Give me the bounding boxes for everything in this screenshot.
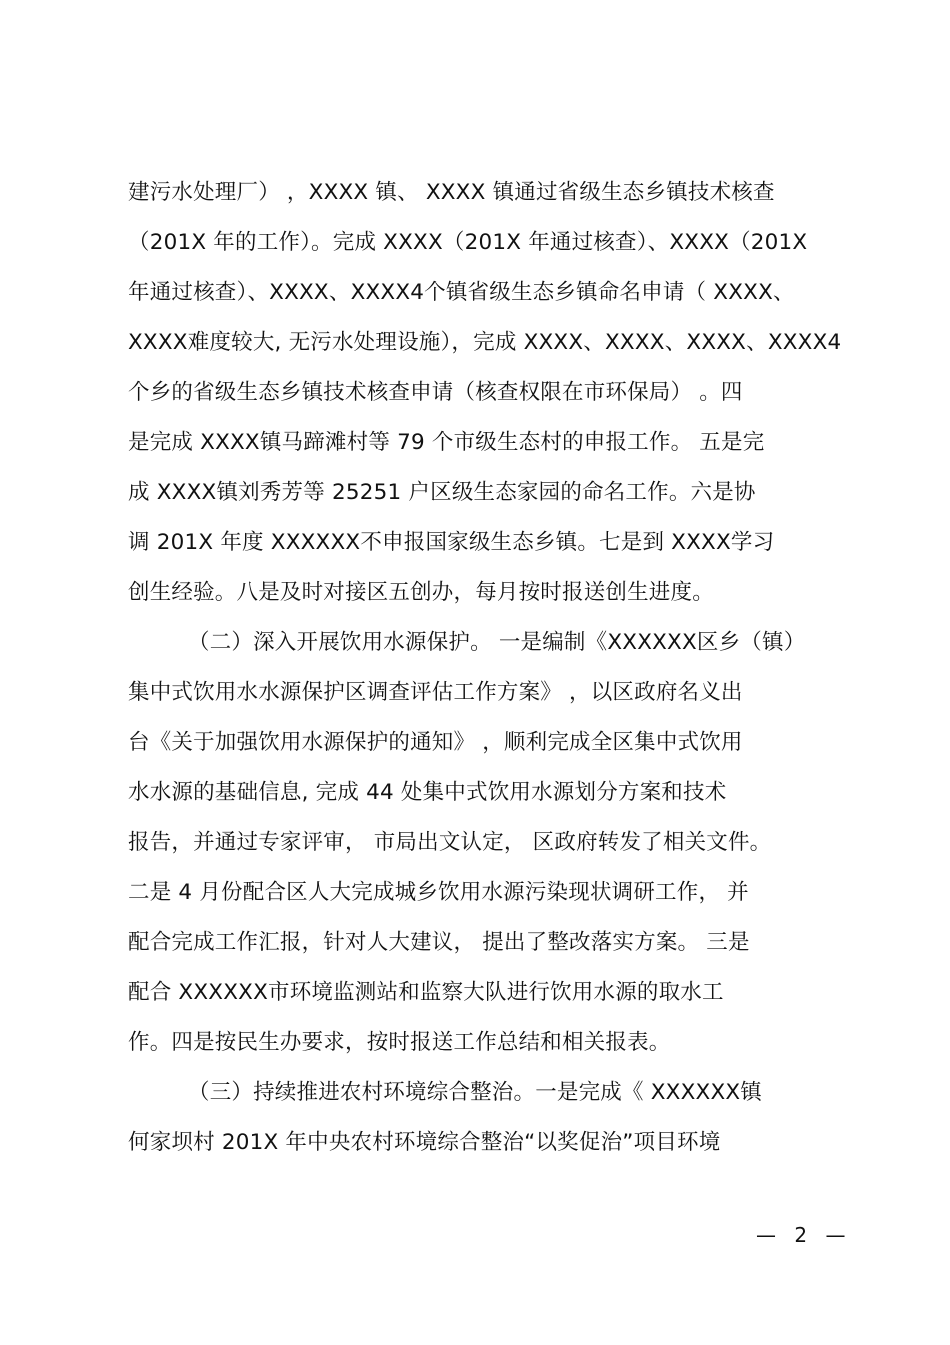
text-line: 个乡的省级生态乡镇技术核查申请（核查权限在市环保局） 。四 [128, 380, 743, 405]
text-line: 建污水处理厂） ，XXXX 镇、 XXXX 镇通过省级生态乡镇技术核查 [128, 180, 775, 205]
text-line: 配合完成工作汇报，针对人大建议， 提出了整改落实方案。 三是 [128, 930, 750, 955]
text-line: 台《关于加强饮用水源保护的通知》 ，顺利完成全区集中式饮用 [128, 730, 743, 755]
text-line: 配合 XXXXXX市环境监测站和监察大队进行饮用水源的取水工 [128, 980, 724, 1005]
text-line: 水水源的基础信息, 完成 44 处集中式饮用水源划分方案和技术 [128, 780, 727, 805]
text-line: 作。四是按民生办要求，按时报送工作总结和相关报表。 [128, 1030, 671, 1055]
section-heading-line: （三）持续推进农村环境综合整治。一是完成《 XXXXXX镇 [188, 1080, 763, 1105]
text-line: 创生经验。八是及时对接区五创办，每月按时报送创生进度。 [128, 580, 714, 605]
text-line: 成 XXXX镇刘秀芳等 25251 户区级生态家园的命名工作。六是协 [128, 480, 756, 505]
text-line: 调 201X 年度 XXXXXX不申报国家级生态乡镇。七是到 XXXX学习 [128, 530, 775, 555]
text-line: 何家坝村 201X 年中央农村环境综合整治“以奖促治”项目环境 [128, 1130, 721, 1155]
text-line: 二是 4 月份配合区人大完成城乡饮用水源污染现状调研工作， 并 [128, 880, 749, 905]
text-line: 年通过核查）、XXXX、XXXX4个镇省级生态乡镇命名申请（ XXXX、 [128, 280, 795, 305]
section-heading-line: （二）深入开展饮用水源保护。 一是编制《XXXXXX区乡（镇） [188, 630, 806, 655]
text-line: （201X 年的工作）。完成 XXXX（201X 年通过核查）、XXXX（201X [128, 230, 808, 255]
text-line: 集中式饮用水水源保护区调查评估工作方案》 ，以区政府名义出 [128, 680, 743, 705]
text-line: XXXX难度较大, 无污水处理设施），完成 XXXX、XXXX、XXXX、XXXX4 [128, 330, 842, 355]
text-line: 是完成 XXXX镇马蹄滩村等 79 个市级生态村的申报工作。 五是完 [128, 430, 765, 455]
text-line: 报告，并通过专家评审， 市局出文认定， 区政府转发了相关文件。 [128, 830, 772, 855]
page-number: — 2 — [756, 1223, 852, 1247]
